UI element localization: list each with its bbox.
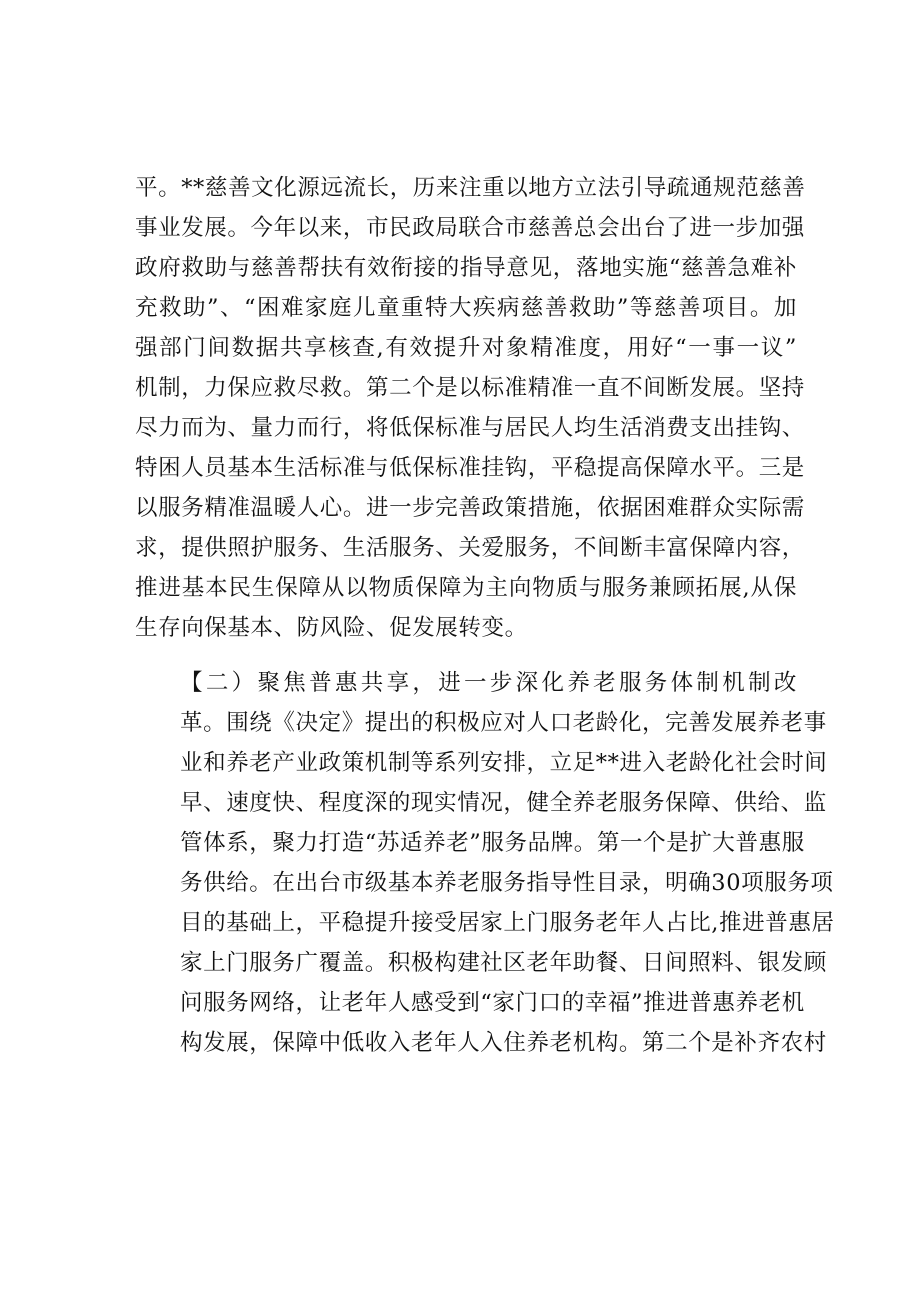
document-body <box>135 168 835 1063</box>
text-line: 强部门间数据共享核查,有效提升对象精准度，用好“一事一议” <box>135 335 797 361</box>
text-line: 事业发展。今年以来，市民政局联合市慈善总会出台了进一步加强 <box>135 215 805 241</box>
text-line: 早、速度快、程度深的现实情况，健全养老服务保障、供给、监 <box>180 790 827 816</box>
text-line: 问服务网络，让老年人感受到“家门口的幸福”推进普惠养老机 <box>180 990 805 1016</box>
text-line: 特困人员基本生活标准与低保标准挂钩，平稳提高保障水平。三是 <box>135 455 805 481</box>
text-line: 革。围绕《决定》提出的积极应对人口老龄化，完善发展养老事 <box>180 710 827 736</box>
text-line: 推进基本民生保障从以物质保障为主向物质与服务兼顾拓展,从保 <box>135 575 797 601</box>
paragraph-1 <box>135 168 806 648</box>
text-line: 管体系，聚力打造“苏适养老”服务品牌。第一个是扩大普惠服 <box>180 830 805 856</box>
text-line: 家上门服务广覆盖。积极构建社区老年助餐、日间照料、银发顾 <box>180 950 827 976</box>
text-line: 构发展，保障中低收入老年人入住养老机构。第二个是补齐农村 <box>180 1030 827 1056</box>
section-heading-line: 【二）聚焦普惠共享，进一步深化养老服务体制机制改 <box>180 670 797 696</box>
text-line: 业和养老产业政策机制等系列安排，立足**进入老龄化社会时间 <box>180 750 828 776</box>
text-line: 充救助”、“困难家庭儿童重特大疾病慈善救助”等慈善项目。加 <box>135 295 797 321</box>
text-line: 目的基础上，平稳提升接受居家上门服务老年人占比,推进普惠居 <box>180 910 835 936</box>
paragraph-2 <box>135 663 835 1063</box>
text-line: 机制，力保应救尽救。第二个是以标准精准一直不间断发展。坚持 <box>135 375 805 401</box>
text-line: 以服务精准温暖人心。进一步完善政策措施，依据困难群众实际需 <box>135 495 805 521</box>
text-line: 生存向保基本、防风险、促发展转变。 <box>135 615 528 641</box>
text-line: 务供给。在出台市级基本养老服务指导性目录，明确30项服务项 <box>180 870 834 896</box>
text-line: 求，提供照护服务、生活服务、关爱服务，不间断丰富保障内容， <box>135 535 805 561</box>
text-line: 平。**慈善文化源远流长，历来注重以地方立法引导疏通规范慈善 <box>135 175 806 201</box>
text-line: 政府救助与慈善帮扶有效衔接的指导意见，落地实施“慈善急难补 <box>135 255 797 281</box>
text-line: 尽力而为、量力而行，将低保标准与居民人均生活消费支出挂钩、 <box>135 415 805 441</box>
